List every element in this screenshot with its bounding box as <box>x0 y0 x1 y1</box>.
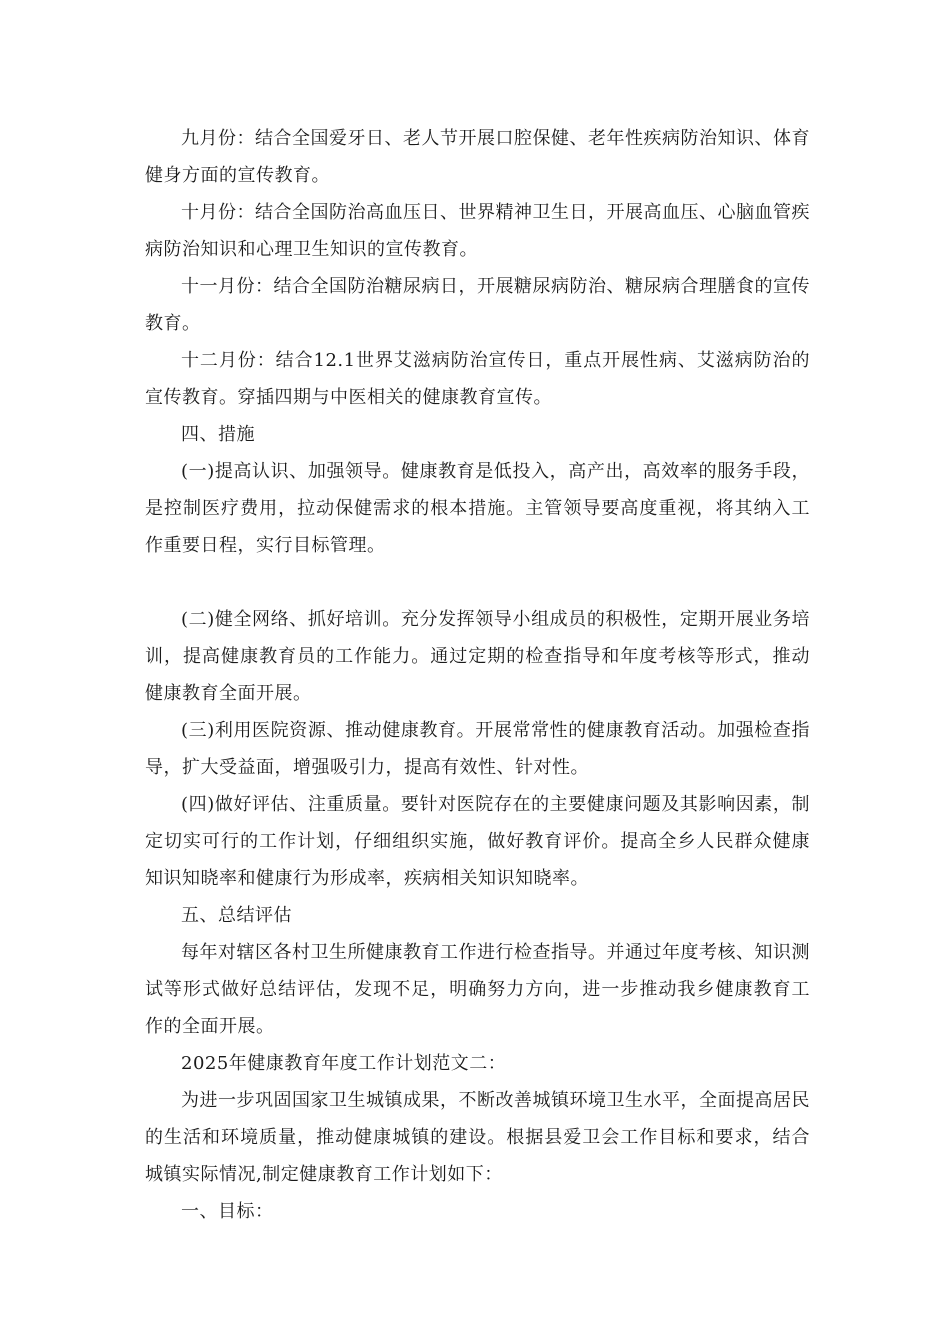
paragraph-evaluation: 每年对辖区各村卫生所健康教育工作进行检查指导。并通过年度考核、知识测试等形式做好总结评估，发现不足，明确努力方向，进一步推动我乡健康教育工作的全面开展。 <box>145 942 810 1037</box>
blank-line <box>145 564 810 601</box>
paragraph-october: 十月份：结合全国防治高血压日、世界精神卫生日，开展高血压、心脑血管疾病防治知识和心理卫生知识的宣传教育。 <box>145 202 810 260</box>
paragraph-september: 九月份：结合全国爱牙日、老人节开展口腔保健、老年性疾病防治知识、体育健身方面的宣传教育。 <box>145 128 810 186</box>
paragraph-measure-1: (一)提高认识、加强领导。健康教育是低投入，高产出，高效率的服务手段，是控制医疗费用，拉动保健需求的根本措施。主管领导要高度重视，将其纳入工作重要日程，实行目标管理。 <box>145 461 810 556</box>
sample-two-title: 2025年健康教育年度工作计划范文二： <box>181 1053 507 1074</box>
paragraph-november: 十一月份：结合全国防治糖尿病日，开展糖尿病防治、糖尿病合理膳食的宣传教育。 <box>145 276 810 334</box>
paragraph-sample-two-intro: 为进一步巩固国家卫生城镇成果，不断改善城镇环境卫生水平，全面提高居民的生活和环境质量，推动健康城镇的建设。根据县爱卫会工作目标和要求，结合城镇实际情况,制定健康教育工作计划如下： <box>145 1090 810 1185</box>
section-heading-evaluation: 五、总结评估 <box>181 905 292 926</box>
document-body <box>145 120 810 1230</box>
paragraph-measure-2: (二)健全网络、抓好培训。充分发挥领导小组成员的积极性，定期开展业务培训，提高健康教育员的工作能力。通过定期的检查指导和年度考核等形式，推动健康教育全面开展。 <box>145 609 810 704</box>
paragraph-measure-4: (四)做好评估、注重质量。要针对医院存在的主要健康问题及其影响因素，制定切实可行的工作计划，仔细组织实施，做好教育评价。提高全乡人民群众健康知识知晓率和健康行为形成率，疾病相关知识知晓率。 <box>145 794 810 889</box>
section-heading-measures: 四、措施 <box>181 424 255 445</box>
section-heading-goals: 一、目标： <box>181 1201 274 1222</box>
paragraph-december: 十二月份：结合12.1世界艾滋病防治宣传日，重点开展性病、艾滋病防治的宣传教育。穿插四期与中医相关的健康教育宣传。 <box>145 350 810 408</box>
paragraph-measure-3: (三)利用医院资源、推动健康教育。开展常常性的健康教育活动。加强检查指导，扩大受益面，增强吸引力，提高有效性、针对性。 <box>145 720 810 778</box>
